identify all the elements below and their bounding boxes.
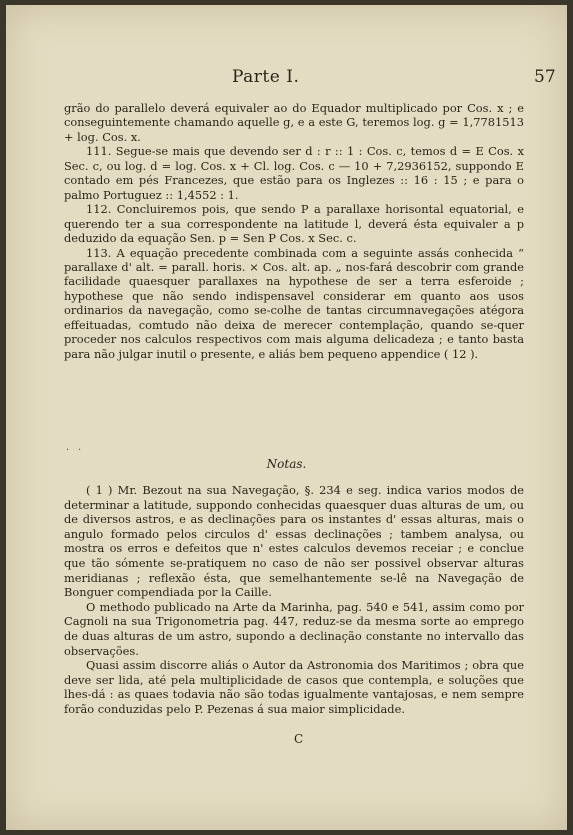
signature-mark: C: [294, 732, 304, 746]
notes-section: [64, 483, 524, 717]
note-paragraph: Quasi assim discorre aliás o Autor da Astronomia dos Maritimos ; obra que deve ser lida, até pela multiplicidade de casos que contempla, e soluções que lhes-dá : as quaes todavia não são todas igualmente vantajosas, e nem sempre forão conduzidas pelo P. Pezenas á sua maior simplicidade.: [64, 658, 524, 716]
ink-fleck: ·: [78, 445, 82, 456]
page-header: [6, 67, 567, 91]
paragraph-113: 113. A equação precedente combinada com a seguinte assás conhecida “ parallaxe d' alt. = parall. horis. × Cos. alt. ap. „ nos-fará descobrir com grande facilidade quaesquer parallaxes na hypothese de ser a terra esferoide ; hypothese que não sendo indispensavel considerar em quanto aos usos ordinarios da navegação, como se-colhe de tantas circumnavegações atégora effeituadas, comtudo não deixa de merecer contemplação, quando se-quer proceder nos calculos respectivos com mais alguma delicadeza ; e tanto basta para não julgar inutil o presente, e aliás bem pequeno appendice ( 12 ).: [64, 245, 524, 361]
paragraph-112: 112. Concluiremos pois, que sendo P a parallaxe horisontal equatorial, e querendo ter a sua correspondente na latitude l, deverá ésta equivaler a p deduzido da equação Sen. p = Sen P Cos. x Sec. c.: [64, 202, 524, 246]
paragraph-continuation: grão do parallelo deverá equivaler ao do Equador multiplicado por Cos. x ; e conseguintemente chamando aquelle g, e a este G, teremos log. g = 1,7781513 + log. Cos. x.: [64, 101, 524, 144]
book-page: [6, 5, 567, 830]
ink-fleck: ·: [66, 445, 70, 456]
paragraph-111: 111. Segue-se mais que devendo ser d : r :: 1 : Cos. c, temos d = E Cos. x Sec. c, ou log. d = log. Cos. x + Cl. log. Cos. c — 10 + 7,2936152, suppondo E contado em pés Francezes, que estão para os Inglezes :: 16 : 15 ; e para o palmo Portuguez :: 1,4552 : 1.: [64, 144, 524, 202]
note-paragraph: O methodo publicado na Arte da Marinha, pag. 540 e 541, assim como por Cagnoli na sua Trigonometria pag. 447, reduz-se da mesma sorte ao emprego de duas alturas de um astro, supondo a declinação constante no intervallo das observações.: [64, 599, 524, 658]
note-1: ( 1 ) Mr. Bezout na sua Navegação, §. 234 e seg. indica varios modos de determinar a latitude, suppondo conhecidas quaesquer duas alturas de um, ou de diversos astros, e as declinações para os instantes d' essas alturas, mais o angulo formado pelos circulos d' essas declinações ; tambem analysa, ou mostra os erros e defeitos que n' estes calculos devemos receiar ; e conclue que tão sómente se-pratiquem no caso de não ser possivel observar alturas meridianas ; reflexão ésta, que semelhantemente se-lê na Navegação de Bonguer compendiada por la Caille.: [64, 483, 524, 600]
notes-title: Notas.: [266, 457, 307, 471]
page-number: 57: [534, 67, 556, 87]
running-title: Parte I.: [232, 67, 300, 87]
main-text: [64, 101, 524, 361]
